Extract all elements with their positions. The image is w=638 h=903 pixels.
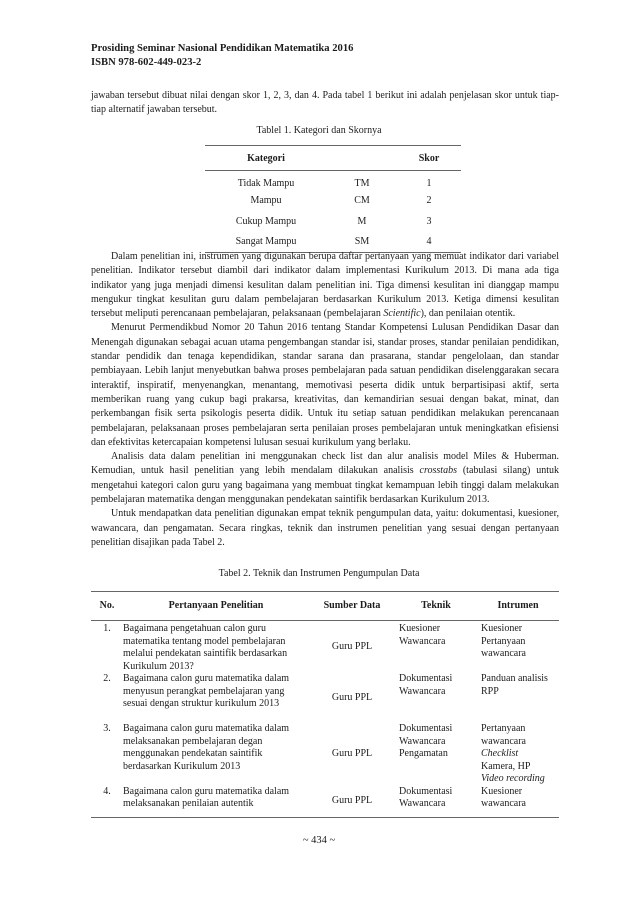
table2-cell-source: Guru PPL	[331, 691, 373, 703]
table2-cell-source: Guru PPL	[309, 786, 395, 818]
paragraph-1-text-end: ), dan penilaian otentik.	[420, 308, 516, 320]
isbn: ISBN 978-602-449-023-2	[91, 57, 202, 68]
table2-cell-no: 1.	[103, 623, 111, 634]
table2-cell-question: Bagaimana calon guru matematika dalam melaksanakan penilaian autentik	[123, 786, 309, 818]
paragraph-1-text: Dalam penelitian ini, instrumen yang digunakan berupa daftar pertanyaan yang memuat indikator dari variabel penelitian. Indikator tersebut diambil dari indikator dalam implementasi Kurikulum 2013. Di mana ada tiga indikator yang juga menjadi dimensi kesulitan dalam penelitian ini. Tiga dimensi kesulitan ini dianggap mampu mengukur tingkat kesulitan guru dalam pembelajaran berdasarkan Kurikulum 2013. Ketiga dimensi kesulitan tersebut meliputi perencanaan pembelajaran, pelaksanaan (pembelajaran	[91, 251, 559, 320]
paragraph-3-text: Analisis data dalam penelitian ini menggunakan check list dan alur analisis model Miles & Huberman. Kemudian, untuk hasil penelitian yang lebih mendalam dilakukan analisis	[91, 451, 559, 477]
paragraph-1-emphasis: Scientific	[383, 308, 421, 320]
table1-cell: Cukup Mampu	[235, 216, 297, 227]
proceedings-title: Prosiding Seminar Nasional Pendidikan Matematika 2016	[91, 43, 354, 54]
table2-row	[91, 786, 559, 818]
table1-header-blank	[327, 146, 397, 171]
table2-cell-no: 4.	[91, 786, 123, 818]
paragraph-3-emphasis: crosstabs	[419, 465, 457, 477]
table1-row	[205, 171, 461, 193]
table2-cell-instrument	[477, 723, 559, 786]
table1-cell: CM	[354, 195, 370, 206]
table2-cell-technique: Dokumentasi Wawancara Pengamatan	[399, 723, 453, 759]
paragraph-3	[91, 450, 559, 507]
table2-cell-technique: Kuesioner Wawancara	[399, 623, 446, 647]
paragraph-4: Untuk mendapatkan data penelitian digunakan empat teknik pengumpulan data, yaitu: dokumentasi, kuesioner, wawancara, dan pengamatan. Secara ringkas, teknik dan instrumen penelitian yang sesuai dengan pertanyaan penelitian disajikan pada Tabel 2.	[91, 508, 559, 548]
table2-caption: Tabel 2. Teknik dan Instrumen Pengumpulan Data	[218, 568, 420, 579]
table1-header-skor: Skor	[397, 146, 461, 171]
table2-header-question: Pertanyaan Penelitian	[123, 592, 309, 621]
table1-cell: Sangat Mampu	[205, 230, 327, 253]
table2-cell-instrument: Panduan analisis RPP	[481, 673, 548, 697]
table2-row	[91, 673, 559, 723]
proceedings-header	[91, 42, 353, 70]
table2-cell-question: Bagaimana pengetahuan calon guru matematika tentang model pembelajaran melalui pendekatan saintifik berdasarkan Kurikulum 2013?	[123, 623, 288, 672]
table2-cell-no: 3.	[103, 723, 111, 734]
instrument-camera: Kamera, HP	[481, 760, 531, 772]
table1-row	[205, 209, 461, 230]
table1-cell: Mampu	[250, 195, 282, 206]
table2-cell-instrument: Kuesioner Pertanyaan wawancara	[481, 623, 526, 659]
table1-header-row	[205, 146, 461, 171]
table1-cell: SM	[327, 230, 397, 253]
instrument-video: Video recording	[481, 773, 545, 784]
table2-cell-source: Guru PPL	[331, 748, 373, 759]
table2-cell-technique: Dokumentasi Wawancara	[399, 673, 453, 697]
body-text	[91, 250, 559, 550]
table2-cell-source: Guru PPL	[331, 640, 373, 652]
table1-cell: 2	[426, 195, 432, 206]
paragraph-2: Menurut Permendikbud Nomor 20 Tahun 2016 tentang Standar Kompetensi Lulusan Pendidikan Dasar dan Menengah digunakan sebagai acuan utama pengembangan standar isi, standar proses, standar penilaian pendidikan, standar pendidik dan tenaga kependidikan, standar sarana dan prasarana, standar pengelolaan, dan standar pembiayaan. Lebih lanjut menyebutkan bahwa proses pembelajaran pada satuan pendidikan diselenggarakan secara interaktif, inspiratif, menyenangkan, menantang, memotivasi peserta didik untuk berpartisipasi aktif, serta memberikan ruang yang cukup bagi prakarsa, kreativitas, dan kemandirian sesuai dengan bakat, minat, dan perkembangan fisik serta psikologis peserta didik. Untuk itu setiap satuan pendidikan melakukan perencanaan pembelajaran, pelaksanaan proses pembelajaran serta penilaian proses pembelajaran untuk meningkatkan efisiensi dan efektivitas ketercapaian kompetensi lulusan sesuai kurikulum yang berlaku.	[91, 322, 559, 448]
instrument-interview: Pertanyaan wawancara	[481, 723, 526, 747]
table1-caption: Tablel 1. Kategori dan Skornya	[256, 125, 382, 136]
table2-header-instrument: Intrumen	[477, 592, 559, 621]
table2-cell-no: 2.	[103, 673, 111, 684]
table2-header-no: No.	[91, 592, 123, 621]
table2-cell-question: Bagaimana calon guru matematika dalam menyusun perangkat pembelajaran yang sesuai dengan struktur kurikulum 2013	[123, 673, 290, 709]
table2-cell-technique: Dokumentasi Wawancara	[395, 786, 477, 818]
intro-paragraph: jawaban tersebut dibuat nilai dengan skor 1, 2, 3, dan 4. Pada tabel 1 berikut ini adalah penjelasan skor untuk tiap-tiap alternatif jawaban tersebut.	[91, 90, 559, 116]
table1-row	[205, 192, 461, 209]
table2-row	[91, 723, 559, 786]
table1-cell: Tidak Mampu	[237, 178, 295, 189]
table1	[205, 145, 461, 253]
table1-cell: 3	[426, 216, 432, 227]
table2-cell-instrument: Kuesioner wawancara	[477, 786, 559, 818]
table2-header-source: Sumber Data	[309, 592, 395, 621]
table1-cell: M	[357, 216, 367, 227]
page-number: ~ 434 ~	[302, 835, 336, 846]
table1-cell: 1	[426, 178, 432, 189]
paragraph-3-text-end: (tabulasi silang) untuk mengetahui kategori calon guru yang bagaimana yang membuat tingkat kemampuan lebih tinggi dalam melakukan pembelajaran matematika dengan menggunakan pendekatan saintifik berdasarkan Kurikulum 2013.	[91, 465, 559, 506]
table2	[91, 591, 559, 818]
paragraph-1	[91, 250, 559, 321]
table2-header-technique: Teknik	[395, 592, 477, 621]
table1-cell: TM	[354, 178, 370, 189]
instrument-checklist: Checklist	[481, 748, 519, 759]
table2-header-row	[91, 592, 559, 621]
table1-header-kategori: Kategori	[205, 146, 327, 171]
table1-cell: 4	[397, 230, 461, 253]
table2-row	[91, 621, 559, 674]
table2-cell-question: Bagaimana calon guru matematika dalam melaksanakan pembelajaran degan menggunakan pendekatan saintifik berdasarkan Kurikulum 2013	[123, 723, 290, 772]
